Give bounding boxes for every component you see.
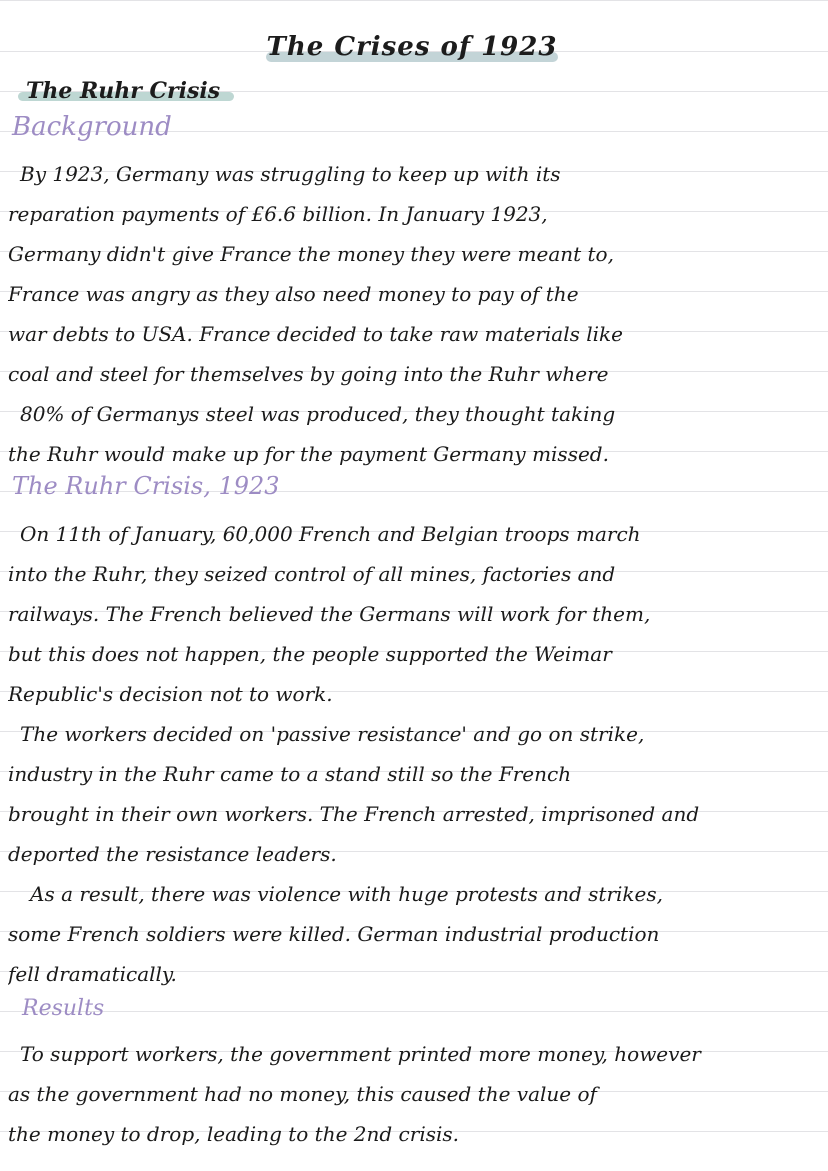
text-line: the Ruhr would make up for the payment Germany missed.	[8, 442, 609, 466]
text-line: industry in the Ruhr came to a stand still so the French	[8, 762, 572, 786]
text-line: Republic's decision not to work.	[8, 682, 333, 706]
text-line: some French soldiers were killed. German industrial production	[8, 922, 660, 946]
page-title	[262, 30, 562, 74]
paragraph-background	[8, 154, 816, 474]
text-line: railways. The French believed the Germans will work for them,	[8, 602, 651, 626]
text-line: deported the resistance leaders.	[8, 842, 337, 866]
text-line: fell dramatically.	[8, 962, 177, 986]
text-line: On 11th of January, 60,000 French and Belgian troops march	[20, 522, 641, 546]
text-line: The workers decided on 'passive resistance' and go on strike,	[20, 722, 645, 746]
paragraph-results	[8, 1034, 816, 1154]
text-line: war debts to USA. France decided to take raw materials like	[8, 322, 623, 346]
subheading-background: Background	[12, 112, 172, 142]
text-line: as the government had no money, this caused the value of	[8, 1082, 597, 1106]
section-title-text: The Ruhr Crisis	[26, 78, 221, 104]
subheading-results: Results	[22, 996, 105, 1021]
text-line: By 1923, Germany was struggling to keep up with its	[20, 162, 561, 186]
paragraph-resistance	[8, 714, 816, 874]
text-line: the money to drop, leading to the 2nd crisis.	[8, 1122, 459, 1146]
text-line: France was angry as they also need money to pay of the	[8, 282, 579, 306]
text-line: To support workers, the government printed more money, however	[20, 1042, 701, 1066]
text-line: reparation payments of £6.6 billion. In January 1923,	[8, 202, 548, 226]
text-line: into the Ruhr, they seized control of all mines, factories and	[8, 562, 616, 586]
paragraph-violence	[8, 874, 816, 994]
text-line: but this does not happen, the people supported the Weimar	[8, 642, 612, 666]
text-line: 80% of Germanys steel was produced, they thought taking	[20, 402, 616, 426]
paragraph-invasion	[8, 514, 816, 714]
section-title	[18, 74, 238, 110]
title-text: The Crises of 1923	[266, 32, 558, 62]
text-line: As a result, there was violence with huge protests and strikes,	[30, 882, 663, 906]
text-line: brought in their own workers. The French arrested, imprisoned and	[8, 802, 700, 826]
text-line: coal and steel for themselves by going into the Ruhr where	[8, 362, 609, 386]
text-line: Germany didn't give France the money they were meant to,	[8, 242, 614, 266]
subheading-ruhr-crisis-1923: The Ruhr Crisis, 1923	[12, 472, 280, 500]
